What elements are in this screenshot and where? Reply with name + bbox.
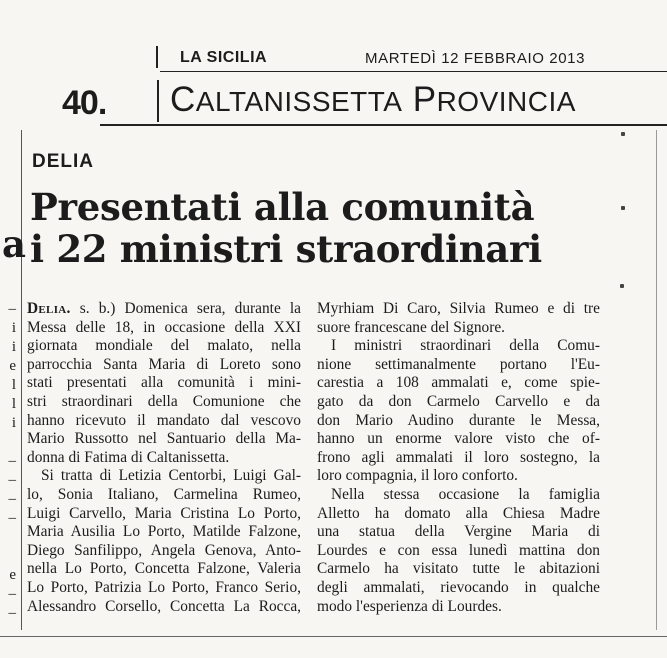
body-line: don Mario Audino durante le Messa, — [317, 411, 600, 429]
body-line: Delia. s. b.) Domenica sera, durante la — [27, 300, 301, 317]
body-line: frono agli ammalati il loro sostegno, la — [317, 448, 600, 466]
section-title-first-initial: C — [170, 80, 196, 119]
masthead-divider-top — [156, 46, 158, 68]
body-line: donna di Fatima di Caltanissetta. — [27, 448, 230, 466]
fragment-line: – — [8, 491, 16, 507]
body-line: Maria Ausilia Lo Porto, Matilde Falzone, — [27, 523, 301, 541]
body-line: giornata mondiale del malato, nella — [27, 337, 301, 355]
fragment-line: i — [11, 415, 16, 431]
fragment-line: l — [11, 396, 16, 412]
page-number: 40. — [62, 84, 107, 122]
fragment-line: – — [8, 605, 16, 621]
fragment-line: i — [11, 339, 16, 355]
body-line: modo l'esperienza di Lourdes. — [317, 597, 502, 615]
section-title-second-initial: P — [412, 80, 437, 119]
body-line: Diego Sanfilippo, Angela Genova, Anto- — [27, 541, 301, 559]
issue-date: MARTEDÌ 12 FEBBRAIO 2013 — [365, 50, 586, 67]
fragment-line — [0, 433, 16, 452]
fragment-line — [0, 528, 16, 547]
margin-speck — [621, 132, 625, 136]
body-line: I ministri straordinari della Comu- — [331, 337, 600, 355]
body-line: degli ammalati, rievocando in qualche — [317, 578, 600, 596]
margin-speck — [620, 284, 624, 288]
fragment-line: e — [9, 567, 16, 583]
body-line: Luigi Carvello, Maria Cristina Lo Porto, — [27, 504, 301, 522]
body-line: Myrhiam Di Caro, Silvia Rumeo e di tre — [317, 300, 600, 317]
body-line: Alletto ha domato alla Chiesa Madre — [317, 504, 600, 522]
body-line: Alessandro Corsello, Concetta La Rocca, — [27, 597, 301, 615]
fragment-line: e — [9, 358, 16, 374]
fragment-line — [0, 547, 16, 566]
fragment-line: – — [8, 510, 16, 526]
column-divider-left — [21, 130, 22, 630]
body-line: carestia a 108 ammalati e, come spie- — [317, 374, 600, 392]
body-line: stri straordinari della Comunione che — [27, 392, 301, 410]
article-headline — [30, 186, 650, 270]
section-title-second-rest: ROVINCIA — [436, 86, 576, 117]
neighbour-headline-fragment: a — [2, 222, 26, 266]
fragment-line: l — [11, 377, 16, 393]
masthead-rule — [160, 71, 667, 72]
body-line: Lo Porto, Patrizia Lo Porto, Franco Serio, — [27, 578, 301, 596]
fragment-line: i — [11, 320, 16, 336]
paper-name: LA SICILIA — [180, 49, 268, 66]
fragment-line: – — [8, 301, 16, 317]
article-kicker: DELIA — [32, 151, 94, 172]
headline-line: Presentati alla comunità — [30, 185, 535, 229]
body-line: Mario Russotto nel Santuario della Ma- — [27, 430, 301, 448]
body-line: stati presentati alla comunità i mini- — [27, 374, 301, 392]
section-title — [170, 80, 576, 120]
body-line: parrocchia Santa Maria di Loreto sono — [27, 355, 301, 373]
fragment-line: – — [8, 472, 16, 488]
article-column-1 — [27, 300, 301, 616]
body-line: hanno un enorme valore visto che of- — [317, 430, 600, 448]
body-line: loro compagnia, il loro conforto. — [317, 467, 518, 485]
body-line: Nella stessa occasione la famiglia — [331, 485, 600, 503]
body-line: lo, Sonia Italiano, Carmelina Rumeo, — [27, 485, 301, 503]
body-line: suore francescane del Signore. — [317, 318, 506, 336]
body-line: hanno ricevuto il mandato dal vescovo — [27, 411, 301, 429]
body-line: Si tratta di Letizia Centorbi, Luigi Gal- — [41, 467, 301, 485]
body-line: Lourdes e con essa lunedì mattina don — [317, 541, 600, 559]
headline-line: i 22 ministri straordinari — [30, 227, 542, 271]
bottom-rule — [0, 636, 667, 637]
body-line: una statua della Vergine Maria di — [317, 523, 600, 541]
fragment-line: – — [8, 453, 16, 469]
section-rule — [100, 124, 667, 126]
article-dateline: Delia. — [27, 300, 71, 317]
page-number-divider — [157, 80, 159, 122]
column-divider-right — [656, 130, 657, 630]
body-line: Messa delle 18, in occasione della XXI — [27, 318, 301, 336]
fragment-line: – — [8, 586, 16, 602]
section-title-first-rest: ALTANISSETTA — [195, 86, 403, 117]
body-line: Carmelo ha visitato tutte le abitazioni — [317, 560, 600, 578]
body-line: nella Lo Porto, Concetta Falzone, Valeria — [27, 560, 301, 578]
body-line: gato da don Carmelo Carvello e da — [317, 392, 600, 410]
neighbour-text-fragment — [0, 300, 16, 623]
article-column-2 — [317, 300, 600, 616]
body-line: nione settimanalmente portano l'Eu- — [317, 355, 600, 373]
